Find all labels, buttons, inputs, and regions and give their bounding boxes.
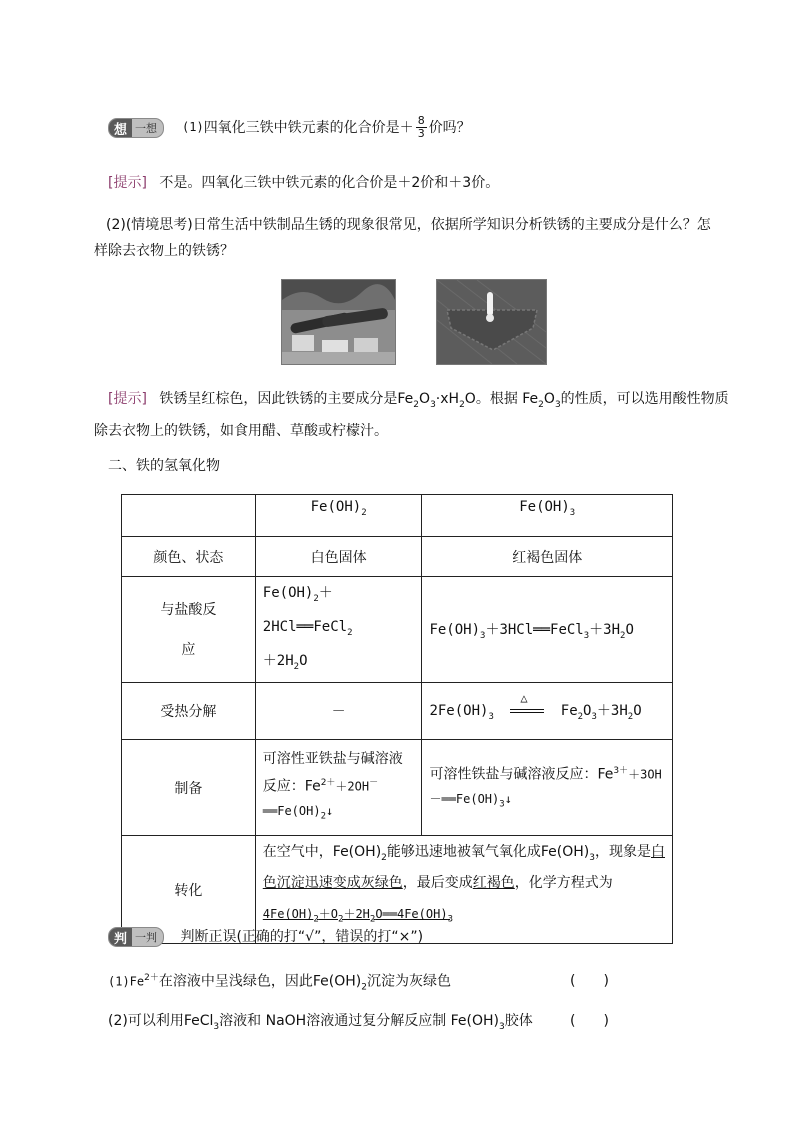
cell-prep-feoh2 [255,740,422,836]
judge-item-1-a: (1)Fe [108,974,145,989]
row-label-heat: 受热分解 [122,683,256,740]
hint-1 [108,172,499,192]
judge-item-1-c: 沉淀为灰绿色 [366,973,451,990]
row-label-prep: 制备 [122,740,256,836]
iron-hydroxide-table [121,494,673,944]
judge-badge [108,927,164,947]
judge-item-2-c: 胶体 [504,1013,533,1029]
q1-fraction [416,115,427,140]
think-badge-sub: 一想 [135,122,158,135]
hint-2-text-e: O [543,391,555,407]
denim-jacket-photo [436,279,547,365]
conv-equation: $4Fe(OH)_2+O_2+2H_2O══4Fe(OH)_3$ [262,907,453,925]
row-label-color: 颜色、状态 [122,537,256,577]
cell-heat-feoh3: $2Fe(OH)_3$ △ $Fe_2O_3+3H_2O$ [422,683,673,740]
hint-1-text: 不是。四氧化三铁中铁元素的化合价是＋2价和＋3价。 [159,175,500,191]
judge-blank-1[interactable]: ( ) [570,973,609,989]
q1-after: 价吗？ [428,120,471,136]
question-2 [94,212,728,264]
q1-label: (1) [182,120,204,134]
sub-3: 3 [430,399,436,410]
heat-triangle-icon: △ [520,691,528,706]
conv-line-2: 色沉淀迅速变成灰绿色，最后变成红褐色，化学方程式为 [262,875,613,892]
cell-hcl-feoh2: $Fe(OH)_2+2HCl══FeCl_2$ $+2H_2O$ [255,577,422,683]
hint-2-text-d: O。根据 Fe [464,391,539,407]
judge-instruction: 判断正误(正确的打“√”，错误的打“×”) [180,929,424,945]
question-2-line-2: 样除去衣物上的铁锈？ [94,243,234,259]
hint-2-text-c: ·xH [435,391,460,407]
think-section [108,113,748,152]
think-question-1 [182,110,471,144]
judge-item-2: (2)可以利用FeCl$_3$溶液和 NaOH溶液通过复分解反应制 $Fe(OH)_3$胶体 [108,1013,533,1032]
sub-3: 3 [554,399,561,410]
cell-color-feoh2: 白色固体 [255,537,422,577]
judge-item-2-b: 溶液和 NaOH溶液通过复分解反应制 Fe(OH) [219,1013,500,1029]
judge-blank-2[interactable]: ( ) [570,1013,609,1029]
row-label-conversion: 转化 [122,836,256,944]
hint-2-label: [提示] [108,391,147,407]
think-badge-main: 想 [109,119,132,137]
judge-item-1-b: 在溶液中呈浅绿色，因此Fe(OH) [158,973,362,990]
judge-badge-sub: 一判 [135,931,158,944]
cannons-illustration [282,280,395,364]
prep-2-line-1: 可溶性铁盐与碱溶液反应：$Fe^{3+}+3OH$ [429,766,662,784]
judge-section [108,926,423,947]
prep-1-line-2: 反应：$Fe^{2+}+2OH^-$ [262,778,379,796]
think-badge [108,118,164,138]
cell-hcl-feoh3: $Fe(OH)_3+3HCl══FeCl_3+3H_2O$ [422,577,673,683]
heat-condition-arrow [510,691,544,721]
table-row [122,683,673,740]
hint-2-text-b: O [419,391,431,407]
denim-illustration [437,280,546,364]
hint-2 [94,386,729,444]
conv-line-1: 在空气中，$Fe(OH)_2$能够迅速地被氧气氧化成$Fe(OH)_3$，现象是白 [262,844,665,864]
sub-2: 2 [538,399,544,410]
prep-1-line-1: 可溶性亚铁盐与碱溶液 [262,751,403,768]
hint-2-line-2: 除去衣物上的铁锈，如食用醋、草酸或柠檬汁。 [94,422,388,439]
q1-before: 四氧化三铁中铁元素的化合价是＋ [203,120,414,136]
header-empty [122,495,256,537]
hcl-label-a: 与盐酸反 [160,601,217,618]
hint-2-text-a: 铁锈呈红棕色，因此铁锈的主要成分是Fe [159,391,414,407]
q1-frac-num: 8 [417,113,425,127]
section-title: 二、铁的氢氧化物 [108,458,220,474]
judge-badge-main: 判 [109,928,132,946]
header-feoh3: $Fe(OH)_3$ [422,495,673,537]
hint-1-label: [提示] [108,175,147,191]
row-label-hcl [122,577,256,683]
judge-item-1: $(1)Fe^{2+}$在溶液中呈浅绿色，因此$Fe(OH)_2$沉淀为灰绿色 [108,973,451,993]
cell-heat-feoh2: － [255,683,422,740]
hint-2-line-1 [108,386,728,418]
prep-1-line-3: $══Fe(OH)_2↓$ [262,804,334,822]
sub-2: 2 [459,399,465,410]
rusty-cannons-photo [281,279,396,365]
header-feoh2: $Fe(OH)_2$ [255,495,422,537]
hint-2-text-f: 的性质，可以选用酸性物质 [560,391,729,407]
cell-prep-feoh3 [422,740,673,836]
cell-color-feoh3: 红褐色固体 [422,537,673,577]
table-row [122,740,673,836]
q1-frac-den: 3 [417,126,425,140]
judge-item-2-a: (2)可以利用FeCl [108,1013,214,1029]
table-row [122,577,673,683]
hcl-label-b: 应 [181,641,196,658]
question-2-line-1: (2)(情境思考)日常生活中铁制品生锈的现象很常见，依据所学知识分析铁锈的主要成分是什么？怎 [106,217,711,233]
table-header-row [122,495,673,537]
sub-2: 2 [413,399,420,410]
table-row [122,537,673,577]
prep-2-line-2: $-══Fe(OH)_3↓$ [429,792,512,810]
